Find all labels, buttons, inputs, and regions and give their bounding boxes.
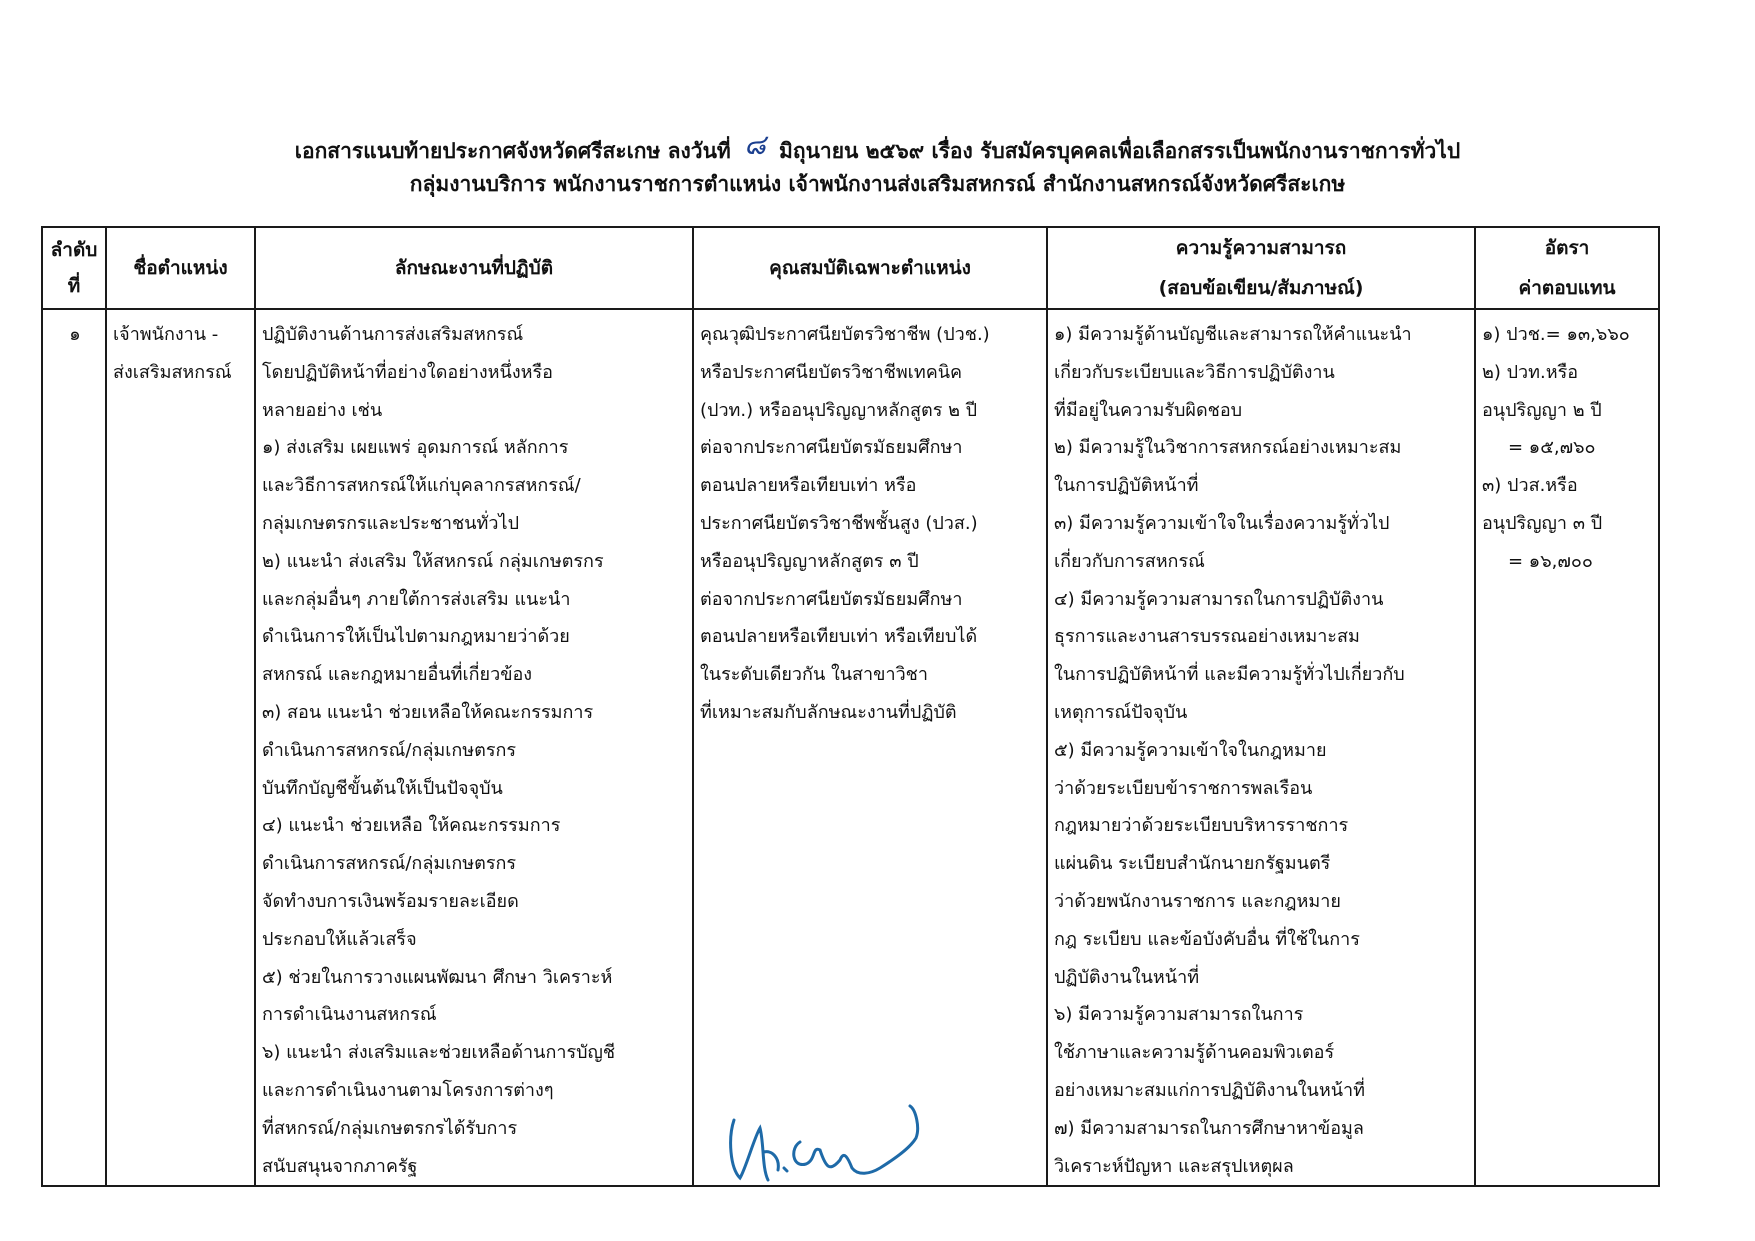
duties-line: ประกอบให้แล้วเสร็จ — [262, 928, 417, 950]
document-title-line-1 — [0, 127, 1755, 171]
knowledge-line: ที่มีอยู่ในความรับผิดชอบ — [1054, 399, 1243, 421]
header-qualifications: คุณสมบัติเฉพาะตำแหน่ง — [693, 227, 1047, 309]
header-duties: ลักษณะงานที่ปฏิบัติ — [255, 227, 693, 309]
duties-line: ที่สหกรณ์/กลุ่มเกษตรกรได้รับการ — [262, 1117, 518, 1139]
header-knowledge-line-1: ความรู้ความสามารถ — [1175, 237, 1347, 259]
qualification-line: (ปวท.) หรืออนุปริญญาหลักสูตร ๒ ปี — [700, 399, 978, 421]
qualification-line: หรือประกาศนียบัตรวิชาชีพเทคนิค — [700, 361, 963, 383]
knowledge-line: ๔) มีความรู้ความสามารถในการปฏิบัติงาน — [1054, 588, 1384, 610]
rate-line: = ๑๖,๗๐๐ — [1508, 550, 1593, 572]
duties-line: โดยปฏิบัติหน้าที่อย่างใดอย่างหนึ่งหรือ — [262, 361, 553, 383]
title-prefix: เอกสารแนบท้ายประกาศจังหวัดศรีสะเกษ ลงวันที่ — [294, 139, 731, 163]
knowledge-line: ๕) มีความรู้ความเข้าใจในกฎหมาย — [1054, 739, 1327, 761]
knowledge-line: เกี่ยวกับระเบียบและวิธีการปฏิบัติงาน — [1054, 361, 1335, 383]
duties-line: จัดทำงบการเงินพร้อมรายละเอียด — [262, 890, 519, 912]
handwritten-date: ๘ — [744, 128, 766, 161]
cell-position — [106, 309, 255, 1186]
knowledge-line: ๒) มีความรู้ในวิชาการสหกรณ์อย่างเหมาะสม — [1054, 437, 1402, 459]
knowledge-line: กฎหมายว่าด้วยระเบียบบริหารราชการ — [1054, 815, 1349, 837]
order-number: ๑ — [69, 324, 81, 345]
duties-line: หลายอย่าง เช่น — [262, 399, 383, 421]
table-row — [42, 309, 1659, 1186]
qualification-line: ประกาศนียบัตรวิชาชีพชั้นสูง (ปวส.) — [700, 512, 978, 534]
knowledge-line: แผ่นดิน ระเบียบสำนักนายกรัฐมนตรี — [1054, 853, 1331, 875]
qualification-line: หรืออนุปริญญาหลักสูตร ๓ ปี — [700, 550, 919, 572]
duties-line: และวิธีการสหกรณ์ให้แก่บุคลากรสหกรณ์/ — [262, 475, 581, 497]
duties-line: และการดำเนินงานตามโครงการต่างๆ — [262, 1079, 554, 1101]
rate-line: ๒) ปวท.หรือ — [1482, 361, 1579, 383]
duties-line: ดำเนินการสหกรณ์/กลุ่มเกษตรกร — [262, 853, 517, 875]
duties-line: บันทึกบัญชีขั้นต้นให้เป็นปัจจุบัน — [262, 777, 503, 799]
cell-knowledge — [1047, 309, 1475, 1186]
knowledge-line: ปฏิบัติงานในหน้าที่ — [1054, 966, 1200, 988]
knowledge-line: ๖) มีความรู้ความสามารถในการ — [1054, 1004, 1304, 1026]
position-line: เจ้าพนักงาน - — [113, 324, 219, 345]
duties-line: กลุ่มเกษตรกรและประชาชนทั่วไป — [262, 512, 519, 534]
header-knowledge-line-2: (สอบข้อเขียน/สัมภาษณ์) — [1158, 277, 1364, 299]
duties-line: และกลุ่มอื่นๆ ภายใต้การส่งเสริม แนะนำ — [262, 588, 571, 610]
knowledge-line: ใช้ภาษาและความรู้ด้านคอมพิวเตอร์ — [1054, 1042, 1335, 1064]
qualification-line: คุณวุฒิประกาศนียบัตรวิชาชีพ (ปวช.) — [700, 324, 990, 345]
cell-order — [42, 309, 106, 1186]
rate-line: อนุปริญญา ๓ ปี — [1482, 512, 1603, 534]
knowledge-line: ๓) มีความรู้ความเข้าใจในเรื่องความรู้ทั่วไป — [1054, 512, 1390, 534]
rate-line: อนุปริญญา ๒ ปี — [1482, 399, 1602, 421]
knowledge-line: ว่าด้วยระเบียบข้าราชการพลเรือน — [1054, 777, 1313, 799]
position-table — [41, 226, 1660, 1187]
header-rate-line-2: ค่าตอบแทน — [1518, 277, 1616, 299]
qualification-line: ในระดับเดียวกัน ในสาขาวิชา — [700, 664, 928, 686]
table-header-row — [42, 227, 1659, 309]
qualification-line: ต่อจากประกาศนียบัตรมัธยมศึกษา — [700, 588, 963, 610]
header-rate-line-1: อัตรา — [1544, 237, 1590, 259]
duties-line: ๑) ส่งเสริม เผยแพร่ อุดมการณ์ หลักการ — [262, 437, 569, 459]
qualification-line: ที่เหมาะสมกับลักษณะงานที่ปฏิบัติ — [700, 701, 957, 723]
knowledge-line: ธุรการและงานสารบรรณอย่างเหมาะสม — [1054, 626, 1360, 648]
header-knowledge — [1047, 227, 1475, 309]
qualification-line: ต่อจากประกาศนียบัตรมัธยมศึกษา — [700, 437, 963, 459]
duties-line: ดำเนินการสหกรณ์/กลุ่มเกษตรกร — [262, 739, 517, 761]
qualification-line: ตอนปลายหรือเทียบเท่า หรือเทียบได้ — [700, 626, 978, 648]
duties-line: ๒) แนะนำ ส่งเสริม ให้สหกรณ์ กลุ่มเกษตรกร — [262, 550, 604, 572]
position-line: ส่งเสริมสหกรณ์ — [113, 361, 232, 383]
rate-line: ๓) ปวส.หรือ — [1482, 475, 1578, 497]
knowledge-line: วิเคราะห์ปัญหา และสรุปเหตุผล — [1054, 1155, 1294, 1177]
duties-line: สนับสนุนจากภาครัฐ — [262, 1155, 418, 1177]
rate-line: ๑) ปวช.= ๑๓,๖๖๐ — [1482, 324, 1630, 345]
knowledge-line: ว่าด้วยพนักงานราชการ และกฎหมาย — [1054, 890, 1341, 912]
duties-line: ๖) แนะนำ ส่งเสริมและช่วยเหลือด้านการบัญชี — [262, 1042, 616, 1064]
header-rate — [1475, 227, 1659, 309]
title-suffix: มิถุนายน ๒๕๖๙ เรื่อง รับสมัครบุคคลเพื่อเลือกสรรเป็นพนักงานราชการทั่วไป — [779, 139, 1461, 163]
header-order-line-1: ลำดับ — [50, 239, 98, 261]
knowledge-line: อย่างเหมาะสมแก่การปฏิบัติงานในหน้าที่ — [1054, 1079, 1366, 1101]
duties-line: การดำเนินงานสหกรณ์ — [262, 1004, 437, 1026]
header-order-line-2: ที่ — [67, 275, 81, 297]
knowledge-line: ๑) มีความรู้ด้านบัญชีและสามารถให้คำแนะนำ — [1054, 324, 1412, 345]
knowledge-line: เกี่ยวกับการสหกรณ์ — [1054, 550, 1205, 572]
rate-line: = ๑๕,๗๖๐ — [1508, 437, 1596, 459]
duties-line: ปฏิบัติงานด้านการส่งเสริมสหกรณ์ — [262, 324, 524, 345]
duties-line: ๓) สอน แนะนำ ช่วยเหลือให้คณะกรรมการ — [262, 701, 594, 723]
duties-line: ดำเนินการให้เป็นไปตามกฎหมายว่าด้วย — [262, 626, 570, 648]
knowledge-line: ในการปฏิบัติหน้าที่ และมีความรู้ทั่วไปเกี่ยวกับ — [1054, 664, 1405, 686]
knowledge-line: เหตุการณ์ปัจจุบัน — [1054, 701, 1188, 723]
duties-line: ๕) ช่วยในการวางแผนพัฒนา ศึกษา วิเคราะห์ — [262, 966, 613, 988]
knowledge-line: กฎ ระเบียบ และข้อบังคับอื่น ที่ใช้ในการ — [1054, 928, 1360, 950]
document-title-line-2: กลุ่มงานบริการ พนักงานราชการตำแหน่ง เจ้าพนักงานส่งเสริมสหกรณ์ สำนักงานสหกรณ์จังหวัดศรีสะเกษ — [409, 172, 1346, 196]
cell-qualifications — [693, 309, 1047, 1186]
header-position: ชื่อตำแหน่ง — [106, 227, 255, 309]
knowledge-line: ๗) มีความสามารถในการศึกษาหาข้อมูล — [1054, 1117, 1364, 1139]
header-order — [42, 227, 106, 309]
cell-rate — [1475, 309, 1659, 1186]
signature-image — [720, 1098, 950, 1190]
knowledge-line: ในการปฏิบัติหน้าที่ — [1054, 475, 1199, 497]
qualification-line: ตอนปลายหรือเทียบเท่า หรือ — [700, 475, 917, 497]
cell-duties — [255, 309, 693, 1186]
duties-line: สหกรณ์ และกฎหมายอื่นที่เกี่ยวข้อง — [262, 664, 533, 686]
duties-line: ๔) แนะนำ ช่วยเหลือ ให้คณะกรรมการ — [262, 815, 561, 837]
